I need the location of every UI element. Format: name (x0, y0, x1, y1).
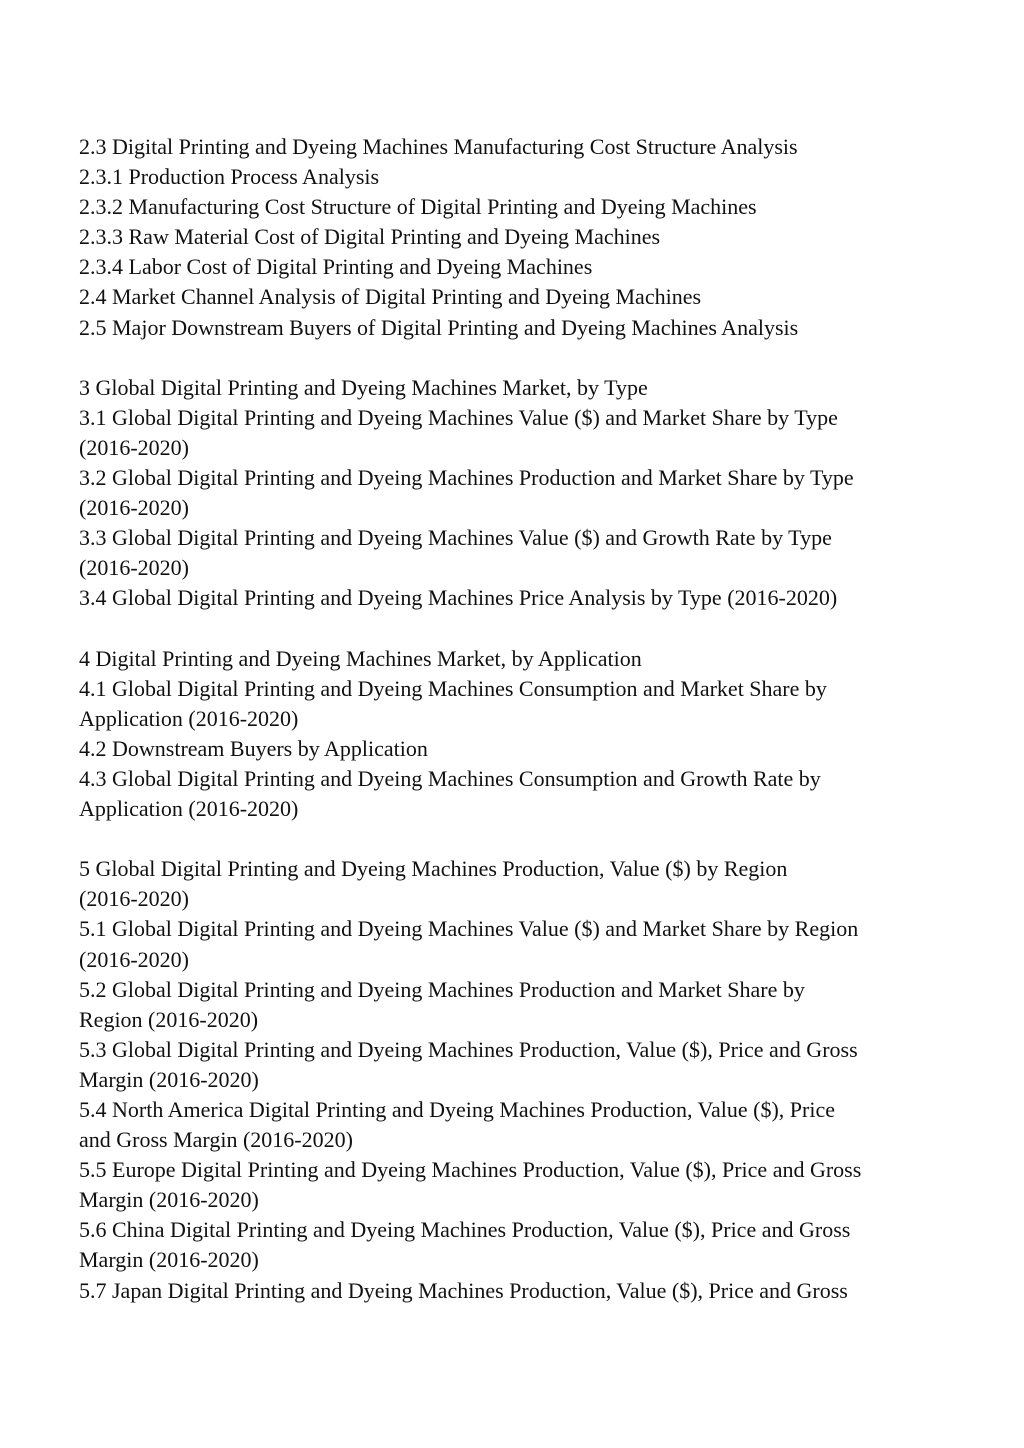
toc-line: 5.5 Europe Digital Printing and Dyeing Machines Production, Value ($), Price and Gross (79, 1157, 862, 1183)
toc-line: (2016-2020) (79, 434, 189, 460)
section-gap (79, 343, 949, 373)
table-of-contents (79, 132, 949, 1306)
toc-line: 5.3 Global Digital Printing and Dyeing Machines Production, Value ($), Price and Gross (79, 1036, 858, 1062)
toc-line: 4.2 Downstream Buyers by Application (79, 735, 428, 761)
toc-line: 3.1 Global Digital Printing and Dyeing Machines Value ($) and Market Share by Type (79, 404, 838, 430)
toc-line: 5.7 Japan Digital Printing and Dyeing Machines Production, Value ($), Price and Gross (79, 1277, 848, 1303)
toc-line: 3.4 Global Digital Printing and Dyeing Machines Price Analysis by Type (2016-2020) (79, 585, 838, 611)
toc-line: 3.3 Global Digital Printing and Dyeing Machines Value ($) and Growth Rate by Type (79, 525, 832, 551)
toc-heading: 4 Digital Printing and Dyeing Machines Market, by Application (79, 645, 642, 671)
toc-line: 2.5 Major Downstream Buyers of Digital Printing and Dyeing Machines Analysis (79, 314, 799, 340)
toc-line: Application (2016-2020) (79, 705, 299, 731)
toc-heading: 5 Global Digital Printing and Dyeing Machines Production, Value ($) by Region (79, 856, 788, 882)
toc-line: (2016-2020) (79, 946, 189, 972)
toc-line: (2016-2020) (79, 886, 189, 912)
toc-line: 2.4 Market Channel Analysis of Digital Printing and Dyeing Machines (79, 284, 702, 310)
toc-line: 5.1 Global Digital Printing and Dyeing Machines Value ($) and Market Share by Region (79, 916, 859, 942)
toc-line: and Gross Margin (2016-2020) (79, 1127, 353, 1153)
toc-line: 4.3 Global Digital Printing and Dyeing Machines Consumption and Growth Rate by (79, 765, 821, 791)
toc-line: 5.6 China Digital Printing and Dyeing Machines Production, Value ($), Price and Gross (79, 1217, 851, 1243)
toc-line: 2.3.1 Production Process Analysis (79, 164, 380, 190)
toc-line: 5.2 Global Digital Printing and Dyeing Machines Production and Market Share by (79, 976, 805, 1002)
toc-line: Margin (2016-2020) (79, 1066, 259, 1092)
toc-heading: 3 Global Digital Printing and Dyeing Machines Market, by Type (79, 374, 648, 400)
toc-line: Margin (2016-2020) (79, 1187, 259, 1213)
section-gap (79, 614, 949, 644)
toc-line: 2.3.2 Manufacturing Cost Structure of Digital Printing and Dyeing Machines (79, 194, 757, 220)
toc-line: 3.2 Global Digital Printing and Dyeing Machines Production and Market Share by Type (79, 465, 854, 491)
toc-section-4 (79, 644, 949, 825)
toc-line: 2.3 Digital Printing and Dyeing Machines Manufacturing Cost Structure Analysis (79, 134, 798, 159)
toc-line: Margin (2016-2020) (79, 1247, 259, 1273)
toc-section-2 (79, 132, 949, 343)
toc-line: 2.3.4 Labor Cost of Digital Printing and Dyeing Machines (79, 254, 593, 280)
toc-line: Region (2016-2020) (79, 1006, 259, 1032)
toc-line: (2016-2020) (79, 555, 189, 581)
toc-line: 4.1 Global Digital Printing and Dyeing Machines Consumption and Market Share by (79, 675, 827, 701)
toc-line: Application (2016-2020) (79, 796, 299, 822)
toc-line: (2016-2020) (79, 495, 189, 521)
toc-section-5 (79, 854, 949, 1305)
section-gap (79, 824, 949, 854)
toc-section-3 (79, 373, 949, 614)
toc-line: 2.3.3 Raw Material Cost of Digital Printing and Dyeing Machines (79, 224, 661, 250)
toc-line: 5.4 North America Digital Printing and Dyeing Machines Production, Value ($), Price (79, 1097, 836, 1122)
